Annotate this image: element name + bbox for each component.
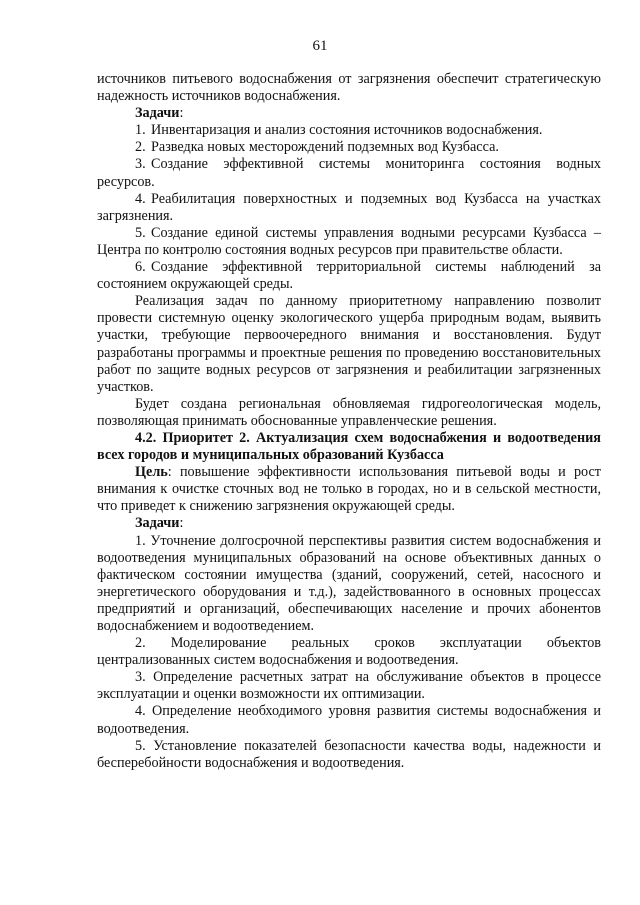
list-item — [97, 225, 601, 259]
list-item — [97, 703, 601, 737]
list-item-text: Определение необходимого уровня развития системы водоснабжения и водоотведения. — [97, 703, 602, 737]
list-item-number: 1. — [135, 532, 146, 549]
list-item-text: Определение расчетных затрат на обслуживание объектов в процессе эксплуатации и оценки возможности их оптимизации. — [97, 669, 601, 703]
body-paragraph: Реализация задач по данному приоритетному направлению позволит провести системную оценку экологического ущерба природным водам, выявить участки, требующие первоочередного внимания и восстановления. Будут разработаны программы и проектные решения по проведению восстановительных работ по защите водных ресурсов от загрязнения и реабилитации загрязненных участков. — [97, 293, 601, 395]
list-item — [97, 635, 601, 669]
list-item — [97, 122, 601, 139]
list-item-number: 1. — [135, 122, 146, 139]
list-item-number: 3. — [135, 669, 146, 686]
list-item-number: 2. — [135, 139, 146, 156]
tasks-heading-1 — [97, 105, 601, 122]
list-item-text: Инвентаризация и анализ состояния источников водоснабжения. — [151, 122, 543, 139]
goal-label: Цель — [135, 464, 168, 481]
tasks-label: Задачи — [135, 105, 180, 122]
page-number: 61 — [312, 38, 328, 54]
intro-paragraph: источников питьевого водоснабжения от загрязнения обеспечит стратегическую надежность источников водоснабжения. — [97, 71, 601, 105]
list-item — [97, 139, 601, 156]
list-item-text: Уточнение долгосрочной перспективы развития систем водоснабжения и водоотведения муниципальных образований на основе объективных данных о фактическом состоянии имущества (зданий, сооружений, сетей, насосного и энергетического оборудования и т.д.), задействованного в основных процессах предприятий и организаций, обеспечивающих население и прочих абонентов водоснабжением и водоотведением. — [97, 532, 601, 634]
list-item — [97, 669, 601, 703]
list-item-number: 6. — [135, 259, 146, 276]
list-item — [97, 259, 601, 293]
list-item-text: Моделирование реальных сроков эксплуатации объектов централизованных систем водоснабжения и водоотведения. — [97, 635, 601, 669]
list-item-number: 4. — [135, 190, 146, 207]
list-item — [97, 156, 601, 190]
list-item-text: Разведка новых месторождений подземных вод Кузбасса. — [151, 139, 499, 156]
list-item-text: Создание эффективной системы мониторинга состояния водных ресурсов. — [97, 156, 601, 190]
list-item-number: 4. — [135, 703, 146, 720]
tasks-label: Задачи — [135, 515, 180, 532]
tasks-colon: : — [179, 515, 184, 532]
list-item-text: Создание единой системы управления водными ресурсами Кузбасса – Центра по контролю состояния водных ресурсов при правительстве области. — [97, 224, 601, 258]
list-item — [97, 533, 601, 636]
tasks-colon: : — [179, 105, 184, 122]
list-item-number: 3. — [135, 156, 146, 173]
tasks-heading-2 — [97, 515, 601, 532]
page-content — [97, 71, 601, 772]
list-item-text: Установление показателей безопасности качества воды, надежности и бесперебойности водоснабжения и водоотведения. — [97, 737, 601, 771]
list-item-text: Реабилитация поверхностных и подземных вод Кузбасса на участках загрязнения. — [97, 190, 601, 224]
list-item-text: Создание эффективной территориальной системы наблюдений за состоянием окружающей среды. — [97, 259, 601, 293]
list-item-number: 2. — [135, 635, 146, 652]
goal-text: : повышение эффективности использования питьевой воды и рост внимания к очистке сточных вод не только в городах, но и в сельской местности, что приведет к снижению загрязнения окружающей среды. — [97, 464, 601, 515]
section-heading: 4.2. Приоритет 2. Актуализация схем водоснабжения и водоотведения всех городов и муниципальных образований Кузбасса — [97, 429, 601, 464]
list-item — [97, 191, 601, 225]
list-item-number: 5. — [135, 737, 146, 754]
goal-paragraph — [97, 464, 601, 515]
body-paragraph: Будет создана региональная обновляемая гидрогеологическая модель, позволяющая принимать обоснованные управленческие решения. — [97, 395, 601, 429]
list-item-number: 5. — [135, 224, 146, 241]
list-item — [97, 738, 601, 772]
